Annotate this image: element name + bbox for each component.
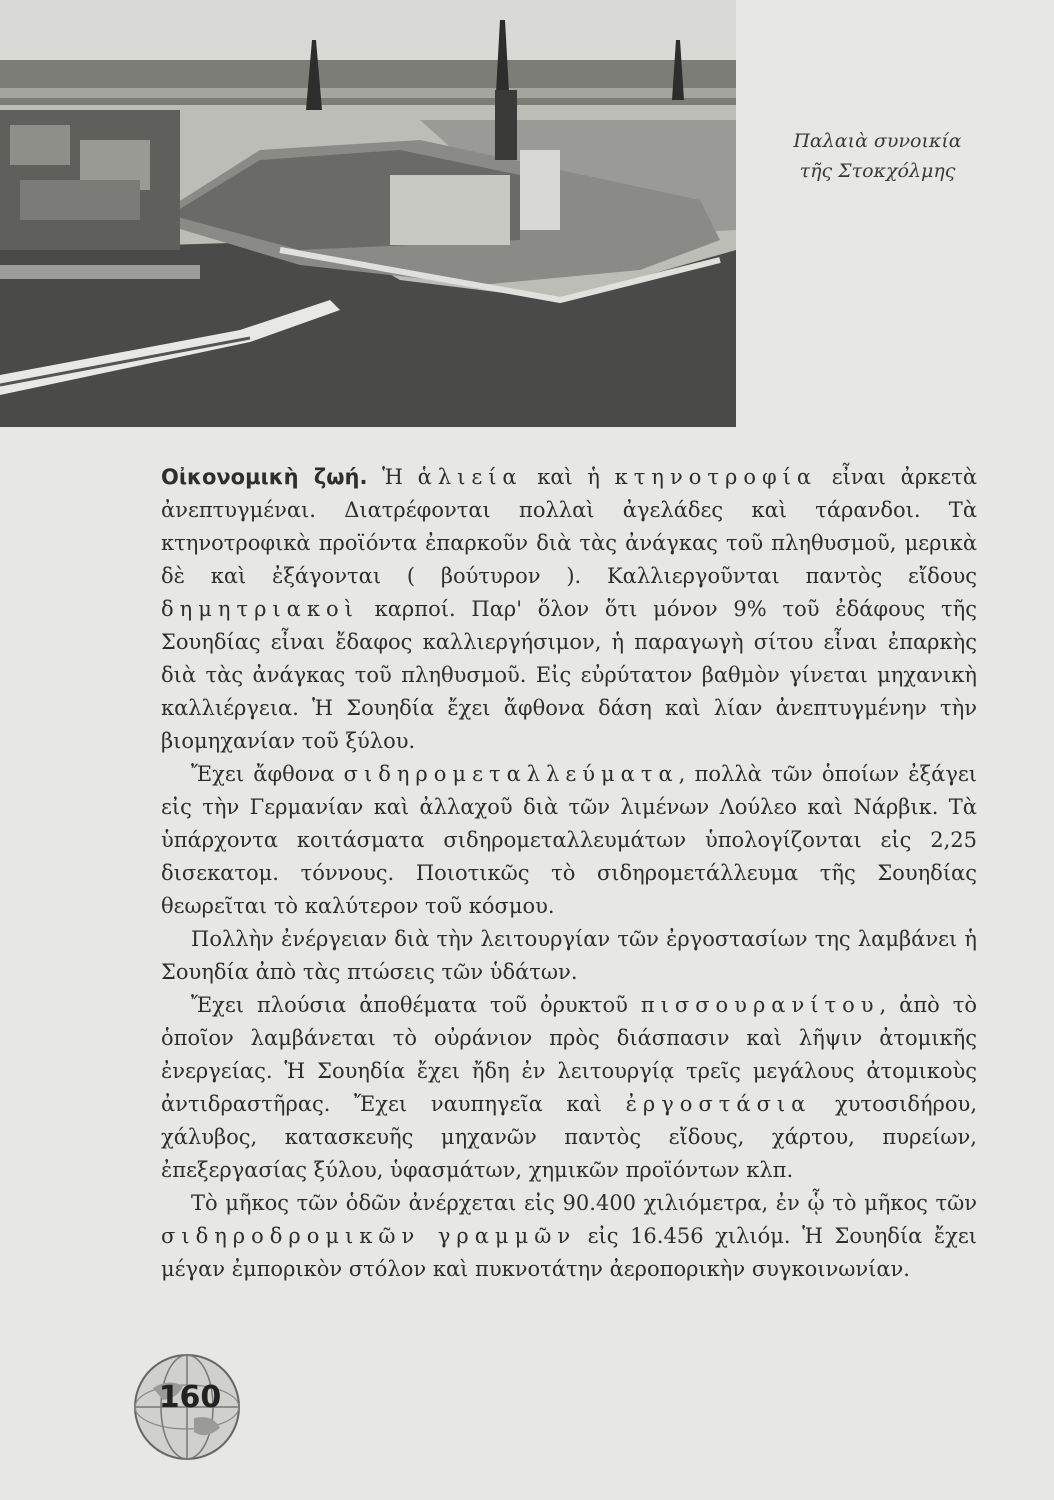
paragraph-iron-ore [161, 758, 977, 923]
p1-term-livestock: κτηνοτροφία [614, 465, 818, 489]
p1-a: Ἡ [382, 465, 418, 489]
stockholm-old-town-photo [0, 0, 736, 427]
caption-line-1: Παλαιὰ συνοικία [793, 130, 962, 152]
p1-e: εἶναι ἀρκετὰ ἀνεπτυγμέναι. Διατρέφονται πολλαὶ ἀγελάδες καὶ τάρανδοι. Τὰ κτηνοτροφικὰ προϊόντα ἐπαρκοῦν διὰ τὰς ἀνάγκας τοῦ πληθυσμοῦ, μερικὰ δὲ καὶ ἐξάγονται ( βούτυρον ). Καλλιεργοῦνται παντὸς εἴδους [161, 465, 977, 588]
p2-term-iron-ore: σιδηρομεταλλεύματα [343, 762, 679, 786]
p1-term-cereals: δημητριακοὶ [161, 597, 359, 621]
p5-a: Τὸ μῆκος τῶν ὁδῶν ἀνέρχεται εἰς 90.400 χιλιόμετρα, ἐν ᾧ τὸ μῆκος τῶν [191, 1191, 977, 1215]
photo-caption [770, 126, 985, 186]
article-body [161, 461, 977, 1286]
p2-a: Ἔχει ἄφθονα [191, 762, 344, 786]
paragraph-transport [161, 1187, 977, 1286]
paragraph-hydropower: Πολλὴν ἐνέργειαν διὰ τὴν λειτουργίαν τῶν ἐργοστασίων της λαμβάνει ἡ Σουηδία ἀπὸ τὰς πτώσεις τῶν ὑδάτων. [161, 927, 977, 984]
paragraph-economy [161, 461, 977, 758]
p5-c: εἰς 16.456 χιλιόμ. Ἡ Σουηδία ἔχει μέγαν ἐμπορικὸν στόλον καὶ πυκνοτάτην ἀεροπορικὴν συγκοινωνίαν. [161, 1224, 978, 1281]
p2-c: , πολλὰ τῶν ὁποίων ἐξάγει εἰς τὴν Γερμανίαν καὶ ἀλλαχοῦ διὰ τῶν λιμένων Λούλεο καὶ Νάρβικ. Τὰ ὑπάρχοντα κοιτάσματα σιδηρομεταλλευμάτων ὑπολογίζονται εἰς 2,25 δισεκατομ. τόννους. Ποιοτικῶς τὸ σιδηρομετάλλευμα τῆς Σουηδίας θεωρεῖται τὸ καλύτερον τοῦ κόσμου. [161, 762, 977, 918]
p1-g: καρποί. Παρ' ὅλον ὅτι μόνον 9% τοῦ ἐδάφους τῆς Σουηδίας εἶναι ἔδαφος καλλιεργήσιμον, ἡ παραγωγὴ σίτου εἶναι ἐπαρκὴς διὰ τὰς ἀνάγκας τοῦ πληθυσμοῦ. Εἰς εὐρύτατον βαθμὸν γίνεται μηχανικὴ καλλιέργεια. Ἡ Σουηδία ἔχει ἄφθονα δάση καὶ λίαν ἀνεπτυγμένην τὴν βιομηχανίαν τοῦ ξύλου. [161, 597, 977, 753]
p4-e: χυτοσιδήρου, χάλυβος, κατασκευῆς μηχανῶν παντὸς εἴδους, χάρτου, πυρείων, ἐπεξεργασίας ξύλου, ὑφασμάτων, χημικῶν προϊόντων κλπ. [161, 1092, 977, 1182]
p4-term-factories: ἐργοστάσια [625, 1092, 812, 1116]
p4-c: , ἀπὸ τὸ ὁποῖον λαμβάνεται τὸ οὐράνιον πρὸς διάσπασιν καὶ λῆψιν ἀτομικῆς ἐνεργείας. Ἡ Σουηδία ἔχει ἤδη ἐν λειτουργίᾳ τρεῖς μεγάλους ἀτομικοὺς ἀντιδραστῆρας. Ἔχει ναυπηγεῖα καὶ [161, 993, 977, 1116]
caption-line-2: τῆς Στοκχόλμης [799, 160, 956, 182]
p5-term-railway-lines: σιδηροδρομικῶν γραμμῶν [161, 1224, 577, 1248]
p1-c: καὶ ἡ [522, 465, 615, 489]
page-number: 160 [158, 1380, 222, 1415]
p1-term-fishing: ἁλιεία [417, 465, 523, 489]
p4-a: Ἔχει πλούσια ἀποθέματα τοῦ ὀρυκτοῦ [191, 993, 641, 1017]
section-heading: Οἰκονομικὴ ζωή. [161, 465, 368, 489]
p4-term-pitchblende: πισσουρανίτου [640, 993, 880, 1017]
paragraph-uranium [161, 989, 977, 1187]
